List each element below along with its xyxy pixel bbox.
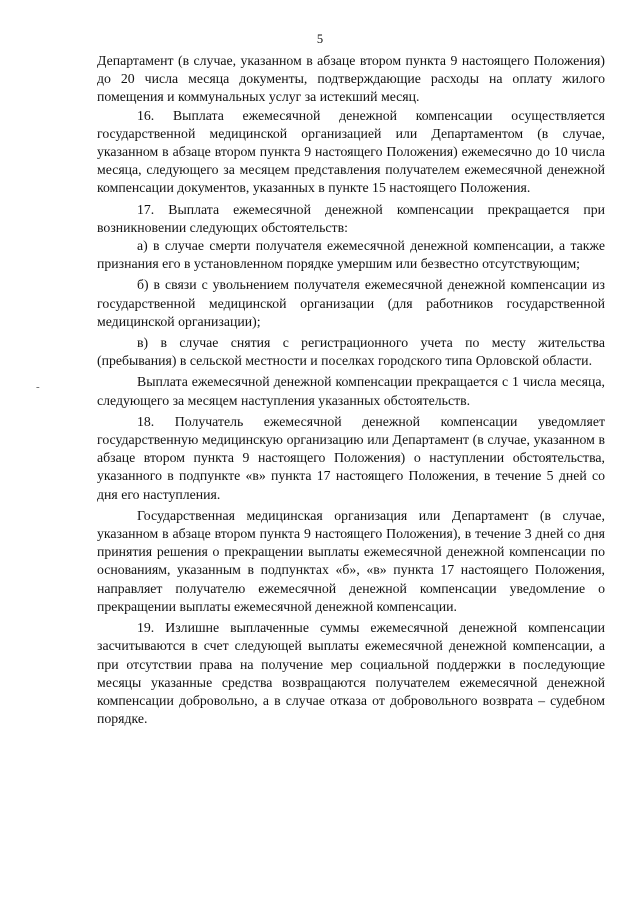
subitem-v: в) в случае снятия с регистрационного учета по месту жительства (пребывания) в сельской местности и поселках городского типа Орловской области. [97,335,605,369]
paragraph-continuation: Департамент (в случае, указанном в абзаце втором пункта 9 настоящего Положения) до 20 числа месяца документы, подтверждающие расходы на оплату жилого помещения и коммунальных услуг за истекший месяц. [97,53,605,105]
paragraph-item-19: 19. Излишне выплаченные суммы ежемесячной денежной компенсации засчитываются в счет следующей выплаты ежемесячной денежной компенсации, а при отсутствии права на получение мер социальной поддержки в последующие месяцы указанные средства возвращаются получателем ежемесячной денежной компенсации добровольно, а в случае отказа от добровольного возврата – судебном порядке. [97,620,605,727]
paragraph-item-17: 17. Выплата ежемесячной денежной компенсации прекращается при возникновении следующих обстоятельств: [97,201,605,235]
document-body [97,52,605,728]
paragraph-item-16: 16. Выплата ежемесячной денежной компенсации осуществляется государственной медицинской организацией или Департаментом (в случае, указанном в абзаце втором пункта 9 настоящего Положения) ежемесячно до 10 числа месяца, следующего за месяцем представления получателем ежемесячной денежной компенсации документов, указанных в пункте 15 настоящего Положения. [97,107,605,196]
subitem-a: а) в случае смерти получателя ежемесячной денежной компенсации, а также признания его в установленном порядке умершим или безвестно отсутствующим; [97,238,605,272]
subitem-b: б) в связи с увольнением получателя ежемесячной денежной компенсации из государственной медицинской организации (для работников государственной медицинской организации); [97,277,605,329]
paragraph-notification: Государственная медицинская организация или Департамент (в случае, указанном в абзаце втором пункта 9 настоящего Положения), в течение 3 дней со дня принятия решения о прекращении выплаты ежемесячной денежной компенсации по основаниям, указанным в подпунктах «б», «в» пункта 17 настоящего Положения, направляет получателю ежемесячной денежной компенсации уведомление о прекращении выплаты ежемесячной денежной компенсации. [97,507,605,614]
page-number: 5 [316,32,324,46]
paragraph-item-18: 18. Получатель ежемесячной денежной компенсации уведомляет государственную медицинскую организацию или Департамент (в случае, указанном в абзаце втором пункта 9 настоящего Положения) о наступлении обстоятельства, указанного в подпункте «в» пункта 17 настоящего Положения, в течение 5 дней со дня его наступления. [97,413,605,502]
margin-mark: - [36,381,40,393]
paragraph-termination-date: Выплата ежемесячной денежной компенсации прекращается с 1 числа месяца, следующего за месяцем наступления указанных обстоятельств. [97,374,605,408]
